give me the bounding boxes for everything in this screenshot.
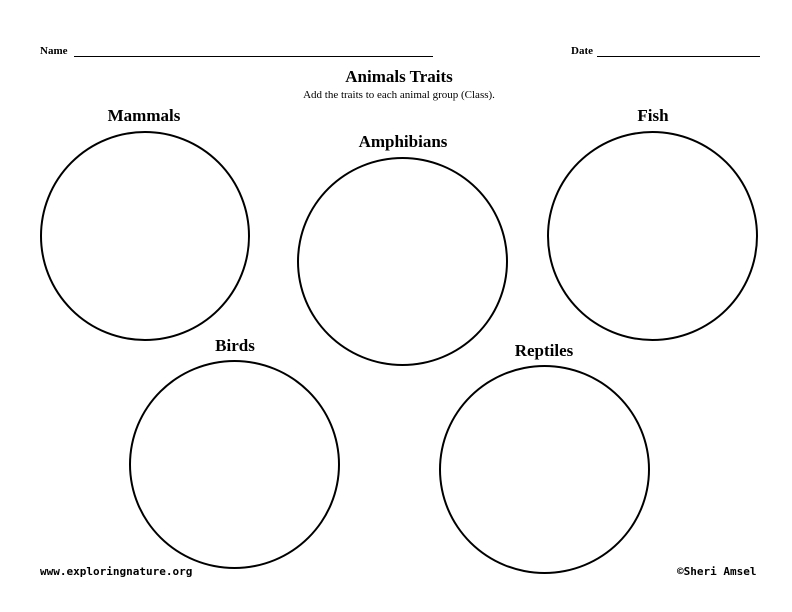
mammals-circle[interactable]: [40, 131, 250, 341]
reptiles-label: Reptiles: [514, 341, 574, 360]
page-subtitle: Add the traits to each animal group (Class).: [303, 89, 495, 101]
amphibians-label: Amphibians: [358, 132, 448, 151]
page-title: Animals Traits: [345, 67, 453, 86]
name-label: Name: [40, 45, 68, 57]
date-field[interactable]: [597, 56, 760, 57]
reptiles-circle[interactable]: [439, 365, 650, 574]
mammals-label: Mammals: [107, 106, 181, 125]
birds-circle[interactable]: [129, 360, 340, 569]
amphibians-circle[interactable]: [297, 157, 508, 366]
copyright-text: ©Sheri Amsel: [677, 565, 757, 578]
name-field[interactable]: [74, 56, 433, 57]
birds-label: Birds: [215, 336, 255, 355]
fish-circle[interactable]: [547, 131, 758, 341]
fish-label: Fish: [637, 106, 669, 125]
website-link[interactable]: www.exploringnature.org: [40, 565, 193, 578]
date-label: Date: [571, 45, 593, 57]
